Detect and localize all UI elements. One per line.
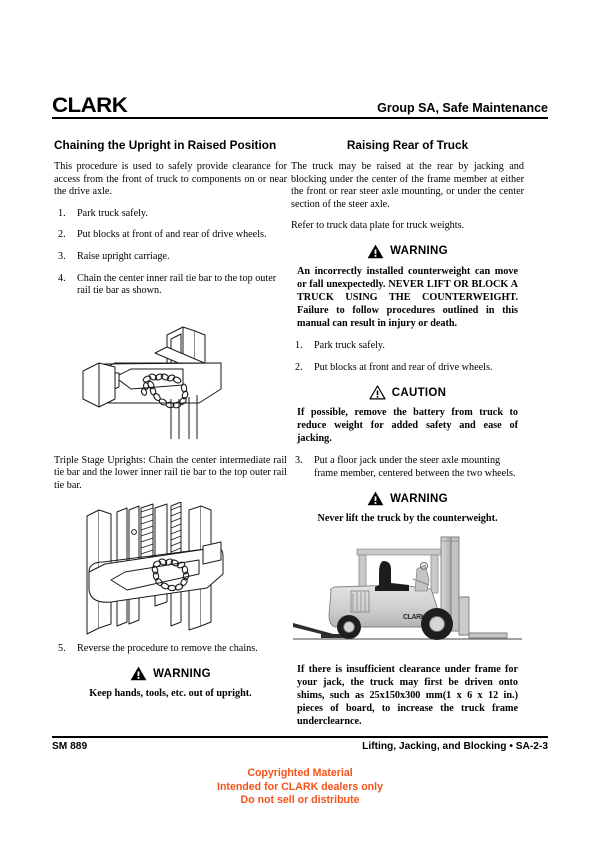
figure-forklift-on-shims [291, 535, 524, 655]
copyright-line-3: Do not sell or distribute [240, 794, 360, 807]
copyright-line-2: Intended for CLARK dealers only [217, 780, 383, 793]
step-number: 5. [58, 642, 66, 654]
alert-label: CAUTION [391, 386, 447, 399]
caution-remove-battery [291, 385, 524, 445]
step-number: 2. [58, 229, 66, 241]
copyright-line-1: Copyrighted Material [247, 767, 353, 779]
step-text: Park truck safely. [77, 207, 148, 219]
forklift-side-view-on-shims-illustration [291, 535, 524, 655]
figure-upright-tie-bar-chain [54, 307, 287, 447]
step-number: 3. [295, 455, 303, 467]
forklift-clark-badge: CLARK [403, 614, 426, 622]
warning-triangle-icon [130, 666, 147, 681]
alert-header [291, 385, 524, 400]
page-title-raising-rear: Raising Rear of Truck [346, 138, 469, 152]
raising-rear-steps-list-b [291, 455, 524, 480]
right-column [291, 138, 524, 728]
header-group-title: Group SA, Safe Maintenance [377, 101, 548, 115]
step-text: Put blocks at front of and rear of drive wheels. [77, 229, 267, 241]
alert-body-text: Never lift the truck by the counterweight. [317, 513, 498, 525]
warning-triangle-icon [367, 244, 384, 259]
step-number: 3. [58, 250, 66, 262]
footer-divider-rule [52, 736, 548, 738]
step-number: 1. [58, 207, 66, 219]
list-item [54, 273, 287, 298]
page-title-chaining-upright: Chaining the Upright in Raised Position [54, 138, 277, 152]
list-item [54, 208, 287, 221]
step-number: 4. [58, 272, 66, 284]
step-number: 2. [295, 361, 303, 373]
warning-counterweight [291, 244, 524, 330]
chaining-intro-paragraph: This procedure is used to safely provide clearance for access from the front of truck to components on or near the drive axle. [54, 161, 287, 198]
triple-stage-upright-chain-illustration [71, 502, 271, 635]
copyright-notice [0, 767, 600, 808]
warning-triangle-icon [367, 491, 384, 506]
alert-body-text: Keep hands, tools, etc. out of upright. [89, 688, 252, 700]
list-item [54, 643, 287, 656]
list-item [291, 362, 524, 375]
chaining-steps-list [54, 208, 287, 298]
triple-stage-uprights-note: Triple Stage Uprights: Chain the center intermediate rail tie bar and the lower inner rail tie bar to the top outer rail tie bar. [54, 454, 287, 491]
raising-rear-steps-list-a [291, 340, 524, 374]
warning-keep-hands-out [54, 666, 287, 700]
header-divider-rule [52, 117, 548, 119]
step-text: Chain the center inner rail tie bar to the top outer rail tie bar as shown. [77, 272, 277, 297]
list-item [291, 455, 524, 480]
step-text: Put a floor jack under the steer axle mounting frame member, centered between the two wheels. [314, 455, 516, 479]
upright-tie-bar-chain-illustration [71, 307, 271, 447]
step-text: Raise upright carriage. [77, 250, 170, 262]
step-text: Park truck safely. [314, 339, 385, 351]
alert-body-text: If possible, remove the battery from truck to reduce weight for added safety and ease of jacking. [297, 407, 518, 445]
alert-label: WARNING [153, 667, 211, 680]
caution-triangle-icon [369, 385, 386, 400]
footer-manual-number: SM 889 [52, 741, 88, 752]
clark-logo: CLARK [52, 94, 128, 117]
alert-label: WARNING [390, 245, 448, 258]
left-column [54, 138, 287, 710]
page-header [52, 88, 548, 116]
alert-header [291, 244, 524, 259]
figure-triple-stage-upright-chain [54, 502, 287, 635]
list-item [54, 251, 287, 264]
alert-body-text: An incorrectly installed counterweight can move or fall unexpectedly. NEVER LIFT OR BLOCK A TRUCK USING THE COUNTERWEIGHT. Failure to follow procedures outlined in this manual can result in injury or death. [297, 265, 518, 329]
shim-clearance-note: If there is insufficient clearance under frame for your jack, the truck may first be driven onto shims, such as 25x150x300 mm(1 x 6 x 12 in.) pieces of board, to increase the truck frame underclearnce. [297, 664, 518, 728]
page-footer [52, 741, 548, 752]
alert-header [54, 666, 287, 681]
alert-label: WARNING [390, 492, 448, 505]
list-item [54, 229, 287, 242]
data-plate-reference-note: Refer to truck data plate for truck weights. [291, 220, 465, 232]
list-item [291, 340, 524, 353]
footer-section-reference: Lifting, Jacking, and Blocking • SA-2-3 [362, 741, 548, 752]
alert-header [291, 491, 524, 506]
raising-rear-intro-paragraph: The truck may be raised at the rear by jacking and blocking under the center of the frame member at either the front or rear steer axle mounting, or under the center section of the steer axle. [291, 161, 524, 210]
step-text: Reverse the procedure to remove the chains. [77, 642, 258, 654]
step-number: 1. [295, 339, 303, 351]
chaining-final-step-list [54, 643, 287, 656]
step-text: Put blocks at front and rear of drive wheels. [314, 361, 493, 373]
warning-never-lift-counterweight [291, 491, 524, 525]
